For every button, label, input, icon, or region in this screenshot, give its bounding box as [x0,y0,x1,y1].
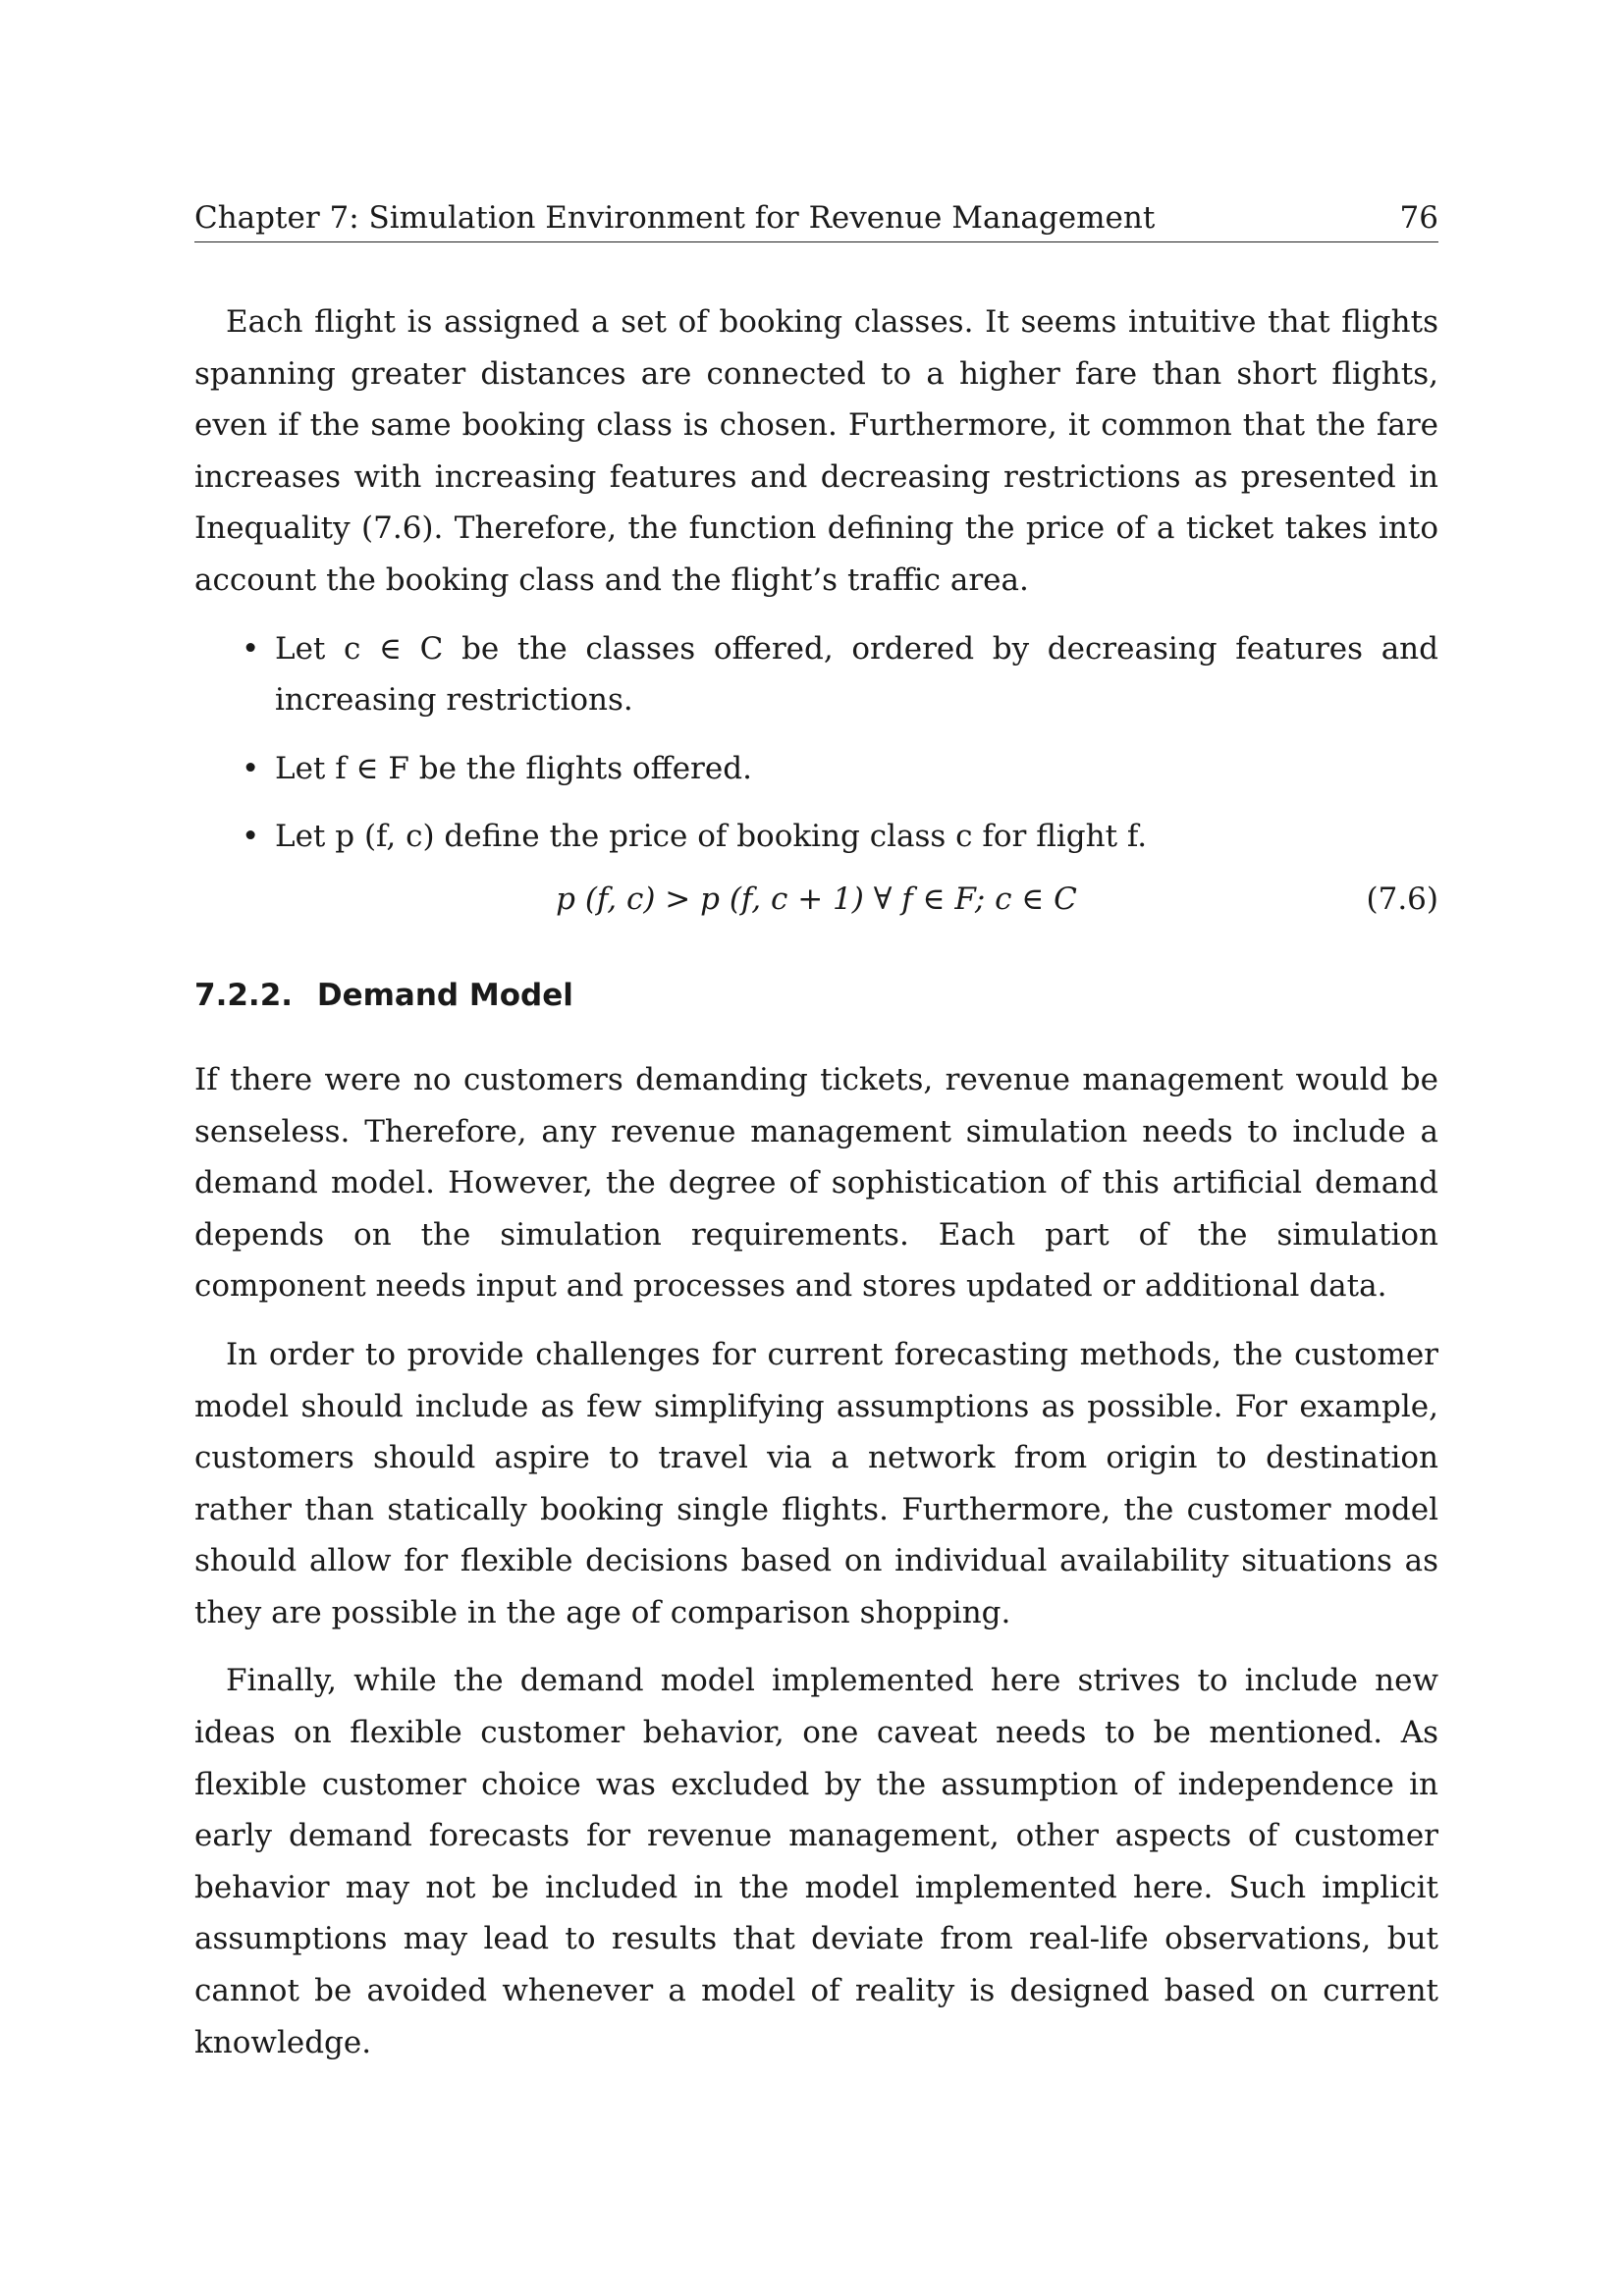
section-title: Demand Model [316,977,573,1013]
list-item-text: Let f ∈ F be the flights offered. [275,750,752,786]
list-item [194,623,1438,726]
list-item-text: Let p (f, c) define the price of booking class c for flight f. [275,819,1148,855]
list-item [194,811,1438,863]
page-number: 76 [1399,200,1438,236]
intro-paragraph: Each flight is assigned a set of booking classes. It seems intuitive that flights spanning greater distances are connected to a higher fare than short flights, even if the same booking class is chosen. Furthermore, it common that the fare increases with increasing features and decreasing restrictions as presented in Inequality (7.6). Therefore, the function defining the price of a ticket takes into account the booking class and the flight’s traffic area. [194,304,1438,598]
paragraph: In order to provide challenges for current forecasting methods, the customer model should include as few simplifying assumptions as possible. For example, customers should aspire to travel via a network from origin to destination rather than statically booking single flights. Furthermore, the customer model should allow for flexible decisions based on individual availability situations as they are possible in the age of comparison shopping. [194,1336,1438,1630]
paragraph: If there were no customers demanding tickets, revenue management would be senseless. Therefore, any revenue management simulation needs to include a demand model. However, the degree of sophistication of this artificial demand depends on the simulation requirements. Each part of the simulation component needs input and processes and stores updated or additional data. [194,1061,1438,1305]
bullet-icon: • [242,819,260,855]
paragraph: Finally, while the demand model implemented here strives to include new ideas on flexible customer behavior, one caveat needs to be mentioned. As flexible customer choice was excluded by the assumption of independence in early demand forecasts for revenue management, other aspects of customer behavior may not be included in the model implemented here. Such implicit assumptions may lead to results that deviate from real-life observations, but cannot be avoided whenever a model of reality is designed based on current knowledge. [194,1663,1438,2060]
body-text [194,296,1438,2068]
section-heading [194,970,1438,1021]
bullet-icon: • [242,750,260,786]
definition-list [194,623,1438,863]
section-number: 7.2.2. [194,977,294,1013]
chapter-title: Chapter 7: Simulation Environment for Revenue Management [194,200,1156,236]
equation-number: (7.6) [1366,881,1438,917]
running-header [194,196,1438,242]
bullet-icon: • [242,630,260,667]
list-item [194,743,1438,795]
display-equation [194,874,1438,931]
list-item-text: Let c ∈ C be the classes offered, ordered by decreasing features and increasing restrictions. [275,630,1438,719]
equation-body: p (f, c) > p (f, c + 1) ∀ f ∈ F; c ∈ C [556,881,1077,917]
